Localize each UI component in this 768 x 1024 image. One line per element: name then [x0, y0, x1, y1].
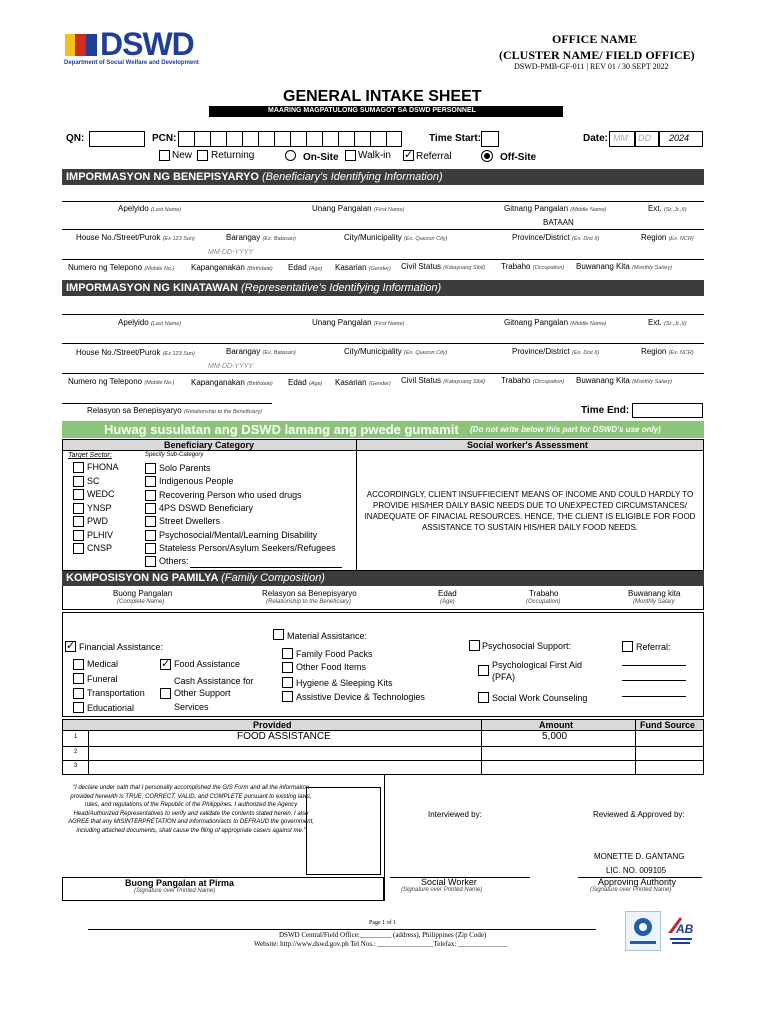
- subcategory-label: Psychosocial/Mental/Learning Disability: [159, 529, 318, 540]
- specify-sub-label: Specify Sub-Category: [145, 452, 204, 458]
- r-salary-label: Buwanang Kita (Monthly Salary): [576, 376, 673, 385]
- fam-col-name: Buong Pangalan: [113, 589, 173, 598]
- fam-col-relasyon-en: (Relationship to the Beneficiary): [266, 599, 352, 605]
- r-house-label: House No./Street/Purok (Ex 123 Sun): [76, 348, 195, 357]
- hygiene-label: Hygiene & Sleeping Kits: [296, 678, 393, 688]
- iso-cert-icon: [625, 911, 661, 951]
- page-number: Page 1 of 1: [369, 920, 397, 926]
- qn-input[interactable]: [89, 131, 145, 147]
- b-ext-label: Ext. (Sr.,Jr.,II): [648, 204, 687, 213]
- psychosocial-label: Psychosocial Support:: [482, 641, 572, 651]
- fam-col-relasyon: Relasyon sa Benepisyaryo: [262, 589, 357, 598]
- date-year-text: 2024: [669, 133, 690, 143]
- pcn-input[interactable]: [178, 131, 402, 147]
- aa-sig-note: (Signature over Printed Name): [590, 887, 672, 893]
- fam-col-occupation: Trabaho: [529, 589, 559, 598]
- declaration-text: "I declare under oath that I personally accomplished the GIS Form and all the information provided herewith is TRUE, CORRECT, VALID, and COMPLETE pursuant to existing laws, rules, and regulations of the Republic of the Philippines. I authorized the Agency Head/Authorized Representatives to verify and validate the contents stated herein. I also AGREE that any MISINTERPRETATION and information/acts to DEFRAUD the government, including attached documents, shall cause the filing of appropriate case/s against me.": [68, 785, 314, 834]
- b-province-value: BATAAN: [543, 218, 574, 227]
- sector-checkbox-sc[interactable]: [73, 476, 84, 487]
- sector-checkbox-pwd[interactable]: [73, 516, 84, 527]
- date-dd-text: DD: [638, 133, 651, 143]
- returning-label: Returning: [211, 150, 255, 161]
- footer-office: DSWD Central/Field Office:_________ (address), Philippines (Zip Code): [279, 931, 487, 939]
- funeral-label: Funeral: [87, 674, 118, 684]
- financial-checkbox[interactable]: [65, 641, 76, 652]
- representative-section-bar: [62, 280, 704, 296]
- family-bar-sub: (Family Composition): [221, 572, 325, 584]
- r-ext-label: Ext. (Sr.,Jr.,II): [648, 318, 687, 327]
- approver-lic: LIC. NO. 009105: [606, 866, 667, 875]
- qn-label: QN:: [66, 133, 85, 144]
- assistive-label: Assistive Device & Technologies: [296, 692, 425, 702]
- provided-row-num: 1: [74, 734, 78, 740]
- sw-sig-note: (Signature over Printed Name): [401, 887, 483, 893]
- fam-col-age: Edad: [438, 589, 457, 598]
- sector-label: PLHIV: [87, 529, 114, 540]
- educational-checkbox[interactable]: [73, 702, 84, 713]
- family-food-checkbox[interactable]: [282, 648, 293, 659]
- b-gender-label: Kasarian (Gender): [335, 263, 391, 272]
- material-label: Material Assistance:: [287, 631, 368, 641]
- other-food-label: Other Food Items: [296, 662, 367, 672]
- rep-bar-main: IMPORMASYON NG KINATAWAN: [66, 282, 238, 294]
- accreditation-icon: [664, 911, 698, 951]
- social-worker-label: Social Worker: [421, 877, 477, 887]
- transportation-label: Transportation: [87, 688, 145, 698]
- fam-col-age-en: (Age): [440, 599, 455, 605]
- food-label: Food Assistance: [174, 659, 241, 669]
- svg-text:AB: AB: [676, 922, 694, 936]
- other-food-checkbox[interactable]: [282, 662, 293, 673]
- new-label: New: [172, 150, 193, 161]
- swc-checkbox[interactable]: [478, 692, 489, 703]
- time-start-input[interactable]: [481, 131, 499, 147]
- referral-checkbox[interactable]: [403, 150, 414, 161]
- form-code: DSWD-PMB-GF-011 | REV 01 / 30 SEPT 2022: [514, 62, 669, 71]
- form-subtitle: MAARING MAGPATULONG SUMAGOT SA DSWD PERSONNEL: [268, 107, 476, 114]
- subcategory-checkbox[interactable]: [145, 516, 156, 527]
- dswd-logo: [64, 26, 214, 70]
- r-civil-label: Civil Status (Katayuang Sibil): [401, 376, 486, 385]
- new-checkbox[interactable]: [159, 150, 170, 161]
- transportation-checkbox[interactable]: [73, 688, 84, 699]
- sector-label: CNSP: [87, 543, 113, 553]
- beneficiary-section-bar: [62, 169, 704, 185]
- provided-row-item: FOOD ASSISTANCE: [237, 731, 331, 742]
- r-occupation-label: Trabaho (Occupation): [501, 376, 565, 385]
- onsite-label: On-Site: [303, 152, 339, 163]
- sector-checkbox-cnsp[interactable]: [73, 543, 84, 554]
- date-mm-text: MM: [613, 133, 628, 143]
- b-phone-label: Numero ng Telepono (Mobile No.): [68, 263, 175, 272]
- provided-header: Provided: [253, 720, 292, 730]
- sector-label: FHONA: [87, 462, 119, 472]
- subcategory-checkbox[interactable]: [145, 503, 156, 514]
- fam-col-name-en: (Complete Name): [117, 599, 165, 605]
- beneficiary-bar-sub: (Beneficiary's Identifying Information): [262, 171, 443, 183]
- footer-web: Website: http://www.dswd.gov.ph Tel Nos.: ________________Telefax: ______________: [254, 940, 508, 948]
- time-start-label: Time Start:: [429, 133, 482, 144]
- referral-label: Referral: [416, 151, 452, 162]
- b-civil-label: Civil Status (Katayuang Sibil): [401, 262, 486, 271]
- category-title: Beneficiary Category: [164, 440, 255, 450]
- sector-label: YNSP: [87, 502, 112, 513]
- hygiene-checkbox[interactable]: [282, 677, 293, 688]
- other-support-label: Other Support: [174, 688, 231, 698]
- r-barangay-label: Barangay (Ex. Batasan): [226, 347, 296, 356]
- name-sig-label: Buong Pangalan at Pirma: [125, 878, 235, 888]
- referral-type-checkbox[interactable]: [622, 641, 633, 652]
- fund-header: Fund Source: [640, 720, 696, 730]
- pfa-checkbox[interactable]: [478, 665, 489, 676]
- pfa-label: Psychological First Aid: [492, 660, 583, 670]
- b-birthdate-label: Kapanganakan (Birthdate): [191, 263, 273, 272]
- time-end-label: Time End:: [581, 405, 630, 416]
- rep-bar-sub: (Representative's Identifying Information): [241, 282, 442, 294]
- subcategory-label: Recovering Person who used drugs: [159, 489, 302, 500]
- pfa-label-2: (PFA): [492, 672, 516, 682]
- approving-label: Approving Authority: [598, 877, 677, 887]
- cluster-name: (CLUSTER NAME/ FIELD OFFICE): [499, 48, 695, 62]
- material-checkbox[interactable]: [273, 629, 284, 640]
- r-date-format: MM-DD-YYYY: [208, 363, 254, 370]
- provided-row-num: 2: [74, 748, 78, 755]
- time-end-input[interactable]: [632, 403, 703, 418]
- sector-label: SC: [87, 475, 100, 486]
- b-apelyido-label: Apelyido (Last Name): [118, 204, 182, 213]
- approver-name: MONETTE D. GANTANG: [594, 852, 685, 861]
- psychosocial-checkbox[interactable]: [469, 640, 480, 651]
- provided-row-num: 3: [74, 763, 78, 769]
- dswd-use-banner: [62, 421, 704, 438]
- subcategory-label: Solo Parents: [159, 463, 211, 473]
- r-unang-label: Unang Pangalan (First Name): [312, 318, 405, 327]
- beneficiary-bar-main: IMPORMASYON NG BENEPISYARYO: [66, 171, 259, 183]
- target-sector-label: Target Sector:: [68, 452, 112, 459]
- subcategory-label: Street Dwellers: [159, 516, 221, 527]
- logo-text: DSWD: [100, 26, 194, 62]
- subcategory-label: 4PS DSWD Beneficiary: [159, 502, 254, 513]
- b-city-label: City/Municipality (Ex. Quezon City): [344, 233, 448, 242]
- walkin-checkbox[interactable]: [345, 150, 356, 161]
- r-region-label: Region (Ex. NCR): [641, 347, 694, 356]
- b-province-label: Province/District (Ex. Dist II): [512, 233, 600, 242]
- sector-label: WEDC: [87, 489, 115, 499]
- subcategory-checkbox[interactable]: [145, 556, 156, 567]
- provided-row-amount: 5,000: [542, 731, 568, 742]
- family-food-label: Family Food Packs: [296, 649, 373, 659]
- banner-sub: (Do not write below this part for DSWD's use only): [470, 425, 661, 434]
- sector-checkbox-ynsp[interactable]: [73, 503, 84, 514]
- r-phone-label: Numero ng Telepono (Mobile No.): [68, 377, 175, 386]
- b-house-label: House No./Street/Purok (Ex 123 Sun): [76, 233, 195, 242]
- fam-col-salary: Buwanang kita: [628, 589, 681, 598]
- r-apelyido-label: Apelyido (Last Name): [118, 318, 182, 327]
- food-checkbox[interactable]: [160, 659, 171, 670]
- r-birthdate-label: Kapanganakan (Birthdate): [191, 378, 273, 387]
- subcategory-label: Others:: [159, 556, 189, 567]
- sector-checkbox-wedc[interactable]: [73, 489, 84, 500]
- r-city-label: City/Municipality (Ex. Quezon City): [344, 347, 448, 356]
- fam-col-salary-en: (Monthly Salary: [633, 599, 675, 605]
- offsite-label: Off-Site: [500, 152, 537, 163]
- subcategory-checkbox[interactable]: [145, 463, 156, 474]
- subcategory-checkbox[interactable]: [145, 530, 156, 541]
- services-label: Services: [174, 702, 209, 712]
- r-province-label: Province/District (Ex. Dist II): [512, 347, 600, 356]
- swc-label: Social Work Counseling: [492, 693, 588, 703]
- assistive-checkbox[interactable]: [282, 691, 293, 702]
- b-age-label: Edad (Age): [288, 263, 323, 272]
- offsite-radio[interactable]: [481, 150, 493, 162]
- b-salary-label: Buwanang Kita (Monthly Salary): [576, 262, 673, 271]
- name-sig-note: (Signature over Printed Name): [134, 888, 216, 894]
- r-relasyon-label: Relasyon sa Benepisyaryo (Relationship to the Beneficiary): [87, 406, 262, 415]
- sector-label: PWD: [87, 516, 108, 526]
- subcategory-label: Stateless Person/Asylum Seekers/Refugees: [159, 542, 336, 553]
- b-barangay-label: Barangay (Ex. Batasan): [226, 233, 296, 242]
- date-label: Date:: [583, 133, 609, 144]
- reviewed-label: Reviewed & Approved by:: [593, 810, 685, 819]
- subcategory-checkbox[interactable]: [145, 490, 156, 501]
- interviewed-label: Interviewed by:: [428, 810, 482, 819]
- funeral-checkbox[interactable]: [73, 673, 84, 684]
- referral-type-label: Referral:: [636, 642, 671, 652]
- subcategory-checkbox[interactable]: [145, 476, 156, 487]
- b-region-label: Region (Ex. NCR): [641, 233, 694, 242]
- family-section-bar: [62, 571, 704, 586]
- medical-label: Medical: [87, 659, 119, 669]
- office-name: OFFICE NAME: [552, 32, 637, 46]
- sector-checkbox-plhiv[interactable]: [73, 530, 84, 541]
- r-gitnang-label: Gitnang Pangalan (Middle Name): [504, 318, 607, 327]
- assessment-title: Social worker's Assessment: [467, 440, 588, 450]
- logo-subtitle: Department of Social Welfare and Development: [64, 60, 199, 66]
- onsite-radio[interactable]: [285, 150, 296, 161]
- subcategory-label: Indigenous People: [159, 476, 234, 487]
- pcn-label: PCN:: [152, 133, 177, 144]
- b-date-format: MM-DD-YYYY: [208, 249, 254, 256]
- r-age-label: Edad (Age): [288, 378, 323, 387]
- walkin-label: Walk-in: [358, 150, 391, 161]
- b-gitnang-label: Gitnang Pangalan (Middle Name): [504, 204, 607, 213]
- educational-label: Educational: [87, 703, 135, 713]
- family-bar-main: KOMPOSISYON NG PAMILYA: [66, 572, 218, 584]
- medical-checkbox[interactable]: [73, 659, 84, 670]
- sector-checkbox-fhona[interactable]: [73, 462, 84, 473]
- banner-main: Huwag susulatan ang DSWD lamang ang pwede gumamit: [104, 422, 459, 437]
- dswd-emblem-icon: [64, 30, 98, 60]
- b-occupation-label: Trabaho (Occupation): [501, 262, 565, 271]
- returning-checkbox[interactable]: [197, 150, 208, 161]
- subcategory-checkbox[interactable]: [145, 543, 156, 554]
- financial-label: Financial Assistance:: [79, 642, 164, 652]
- thumbmark-box: [306, 787, 381, 875]
- assessment-text: ACCORDINGLY, CLIENT INSUFFIECIENT MEANS OF INCOME AND COULD HARDLY TO PROVIDE HIS/HER DAILY BASIC NEEDS DUE TO UNEXPECTED CIRCUMSTANCES/ INADEQUATE OF FINACIAL RESOURCES. HENCE, THE CLIENT IS ELIGIBLE FOR FOOD ASSISTANCE TO SUSTAIN HIS/HER DAILY FOOD NEEDS.: [364, 490, 696, 532]
- r-gender-label: Kasarian (Gender): [335, 378, 391, 387]
- form-title: GENERAL INTAKE SHEET: [283, 88, 482, 105]
- amount-header: Amount: [539, 720, 573, 730]
- cash-label: Cash Assistance for: [174, 676, 254, 686]
- b-unang-label: Unang Pangalan (First Name): [312, 204, 405, 213]
- fam-col-occupation-en: (Occupation): [526, 599, 561, 605]
- other-support-checkbox[interactable]: [160, 688, 171, 699]
